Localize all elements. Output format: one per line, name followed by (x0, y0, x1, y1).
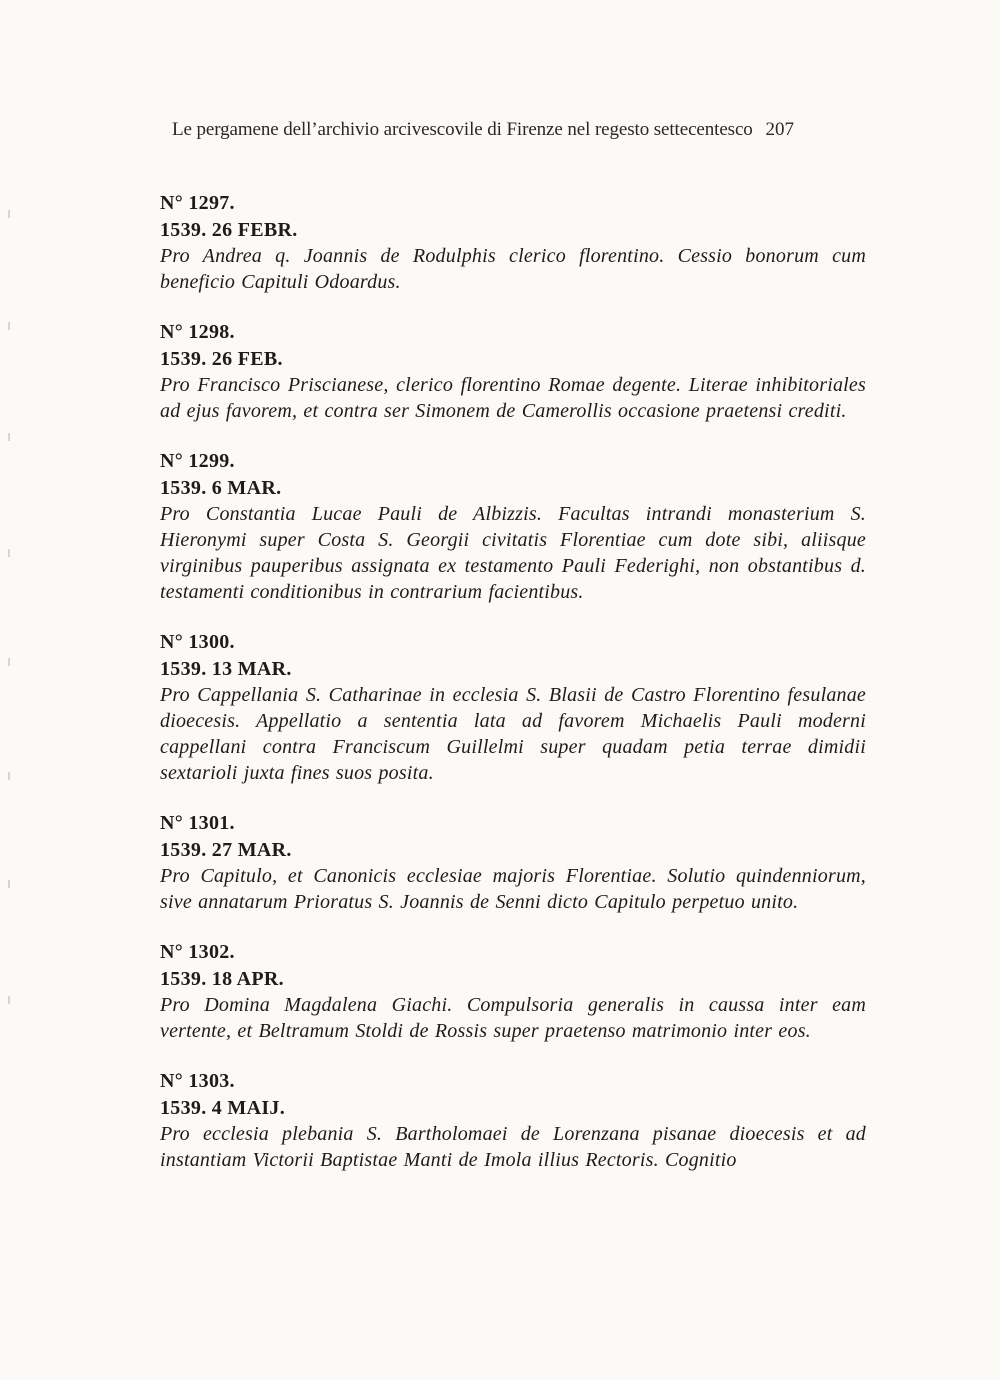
scan-margin-mark (8, 996, 10, 1004)
entry-text: Pro Capitulo, et Canonicis ecclesiae majoris Florentiae. Solutio quindenniorum, sive annatarum Prioratus S. Joannis de Senni dicto Capitulo perpetuo unito. (160, 865, 866, 913)
scan-margin-mark (8, 210, 10, 218)
entry-number: N° 1299. (160, 450, 235, 472)
entry-number: N° 1302. (160, 941, 235, 963)
scan-margin-mark (8, 322, 10, 330)
entry-date: 1539. 13 MAR. (160, 658, 292, 680)
entry-date: 1539. 26 FEB. (160, 348, 283, 370)
entry-date: 1539. 18 APR. (160, 968, 284, 990)
entry-number: N° 1298. (160, 321, 235, 343)
entry-date: 1539. 6 MAR. (160, 477, 282, 499)
entry-date: 1539. 27 MAR. (160, 839, 292, 861)
entry-text: Pro ecclesia plebania S. Bartholomaei de Lorenzana pisanae dioecesis et ad instantiam Victorii Baptistae Manti de Imola illius Rectoris. Cognitio (160, 1123, 866, 1171)
entry-number: N° 1300. (160, 631, 235, 653)
running-header (172, 119, 872, 141)
entry-number: N° 1301. (160, 812, 235, 834)
regesto-entry (160, 810, 866, 915)
entry-number: N° 1297. (160, 192, 235, 214)
regesto-entry (160, 190, 866, 295)
entry-text: Pro Constantia Lucae Pauli de Albizzis. Facultas intrandi monasterium S. Hieronymi super Costa S. Georgii civitatis Florentiae cum dote sibi, aliisque virginibus pauperibus assignata ex testamento Pauli Federighi, non obstantibus d. testamenti conditionibus in contrarium facientibus. (160, 503, 866, 603)
scan-margin-mark (8, 549, 10, 557)
regesto-entry (160, 939, 866, 1044)
entry-text: Pro Francisco Priscianese, clerico florentino Romae degente. Literae inhibitoriales ad ejus favorem, et contra ser Simonem de Camerollis occasione praetensi crediti. (160, 374, 866, 422)
scan-margin-mark (8, 772, 10, 780)
entry-date: 1539. 4 MAIJ. (160, 1097, 286, 1119)
scan-margin-mark (8, 880, 10, 888)
page-number: 207 (765, 119, 794, 140)
regesto-entry (160, 319, 866, 424)
entry-number: N° 1303. (160, 1070, 235, 1092)
running-title: Le pergamene dell’archivio arcivescovile di Firenze nel regesto settecentesco (172, 119, 753, 140)
regesto-entry (160, 1068, 866, 1173)
document-body (160, 190, 866, 1197)
regesto-entry (160, 448, 866, 605)
scan-margin-mark (8, 658, 10, 666)
entry-text: Pro Cappellania S. Catharinae in ecclesia S. Blasii de Castro Florentino fesulanae dioecesis. Appellatio a sententia lata ad favorem Michaelis Pauli moderni cappellani contra Franciscum Guillelmi super quadam petia terrae dimidii sextarioli juxta fines suos posita. (160, 684, 866, 784)
scan-margin-mark (8, 433, 10, 441)
regesto-entry (160, 629, 866, 786)
entry-text: Pro Andrea q. Joannis de Rodulphis clerico florentino. Cessio bonorum cum beneficio Capituli Odoardus. (160, 245, 866, 293)
entry-date: 1539. 26 FEBR. (160, 219, 298, 241)
entry-text: Pro Domina Magdalena Giachi. Compulsoria generalis in caussa inter eam vertente, et Beltramum Stoldi de Rossis super praetenso matrimonio inter eos. (160, 994, 866, 1042)
